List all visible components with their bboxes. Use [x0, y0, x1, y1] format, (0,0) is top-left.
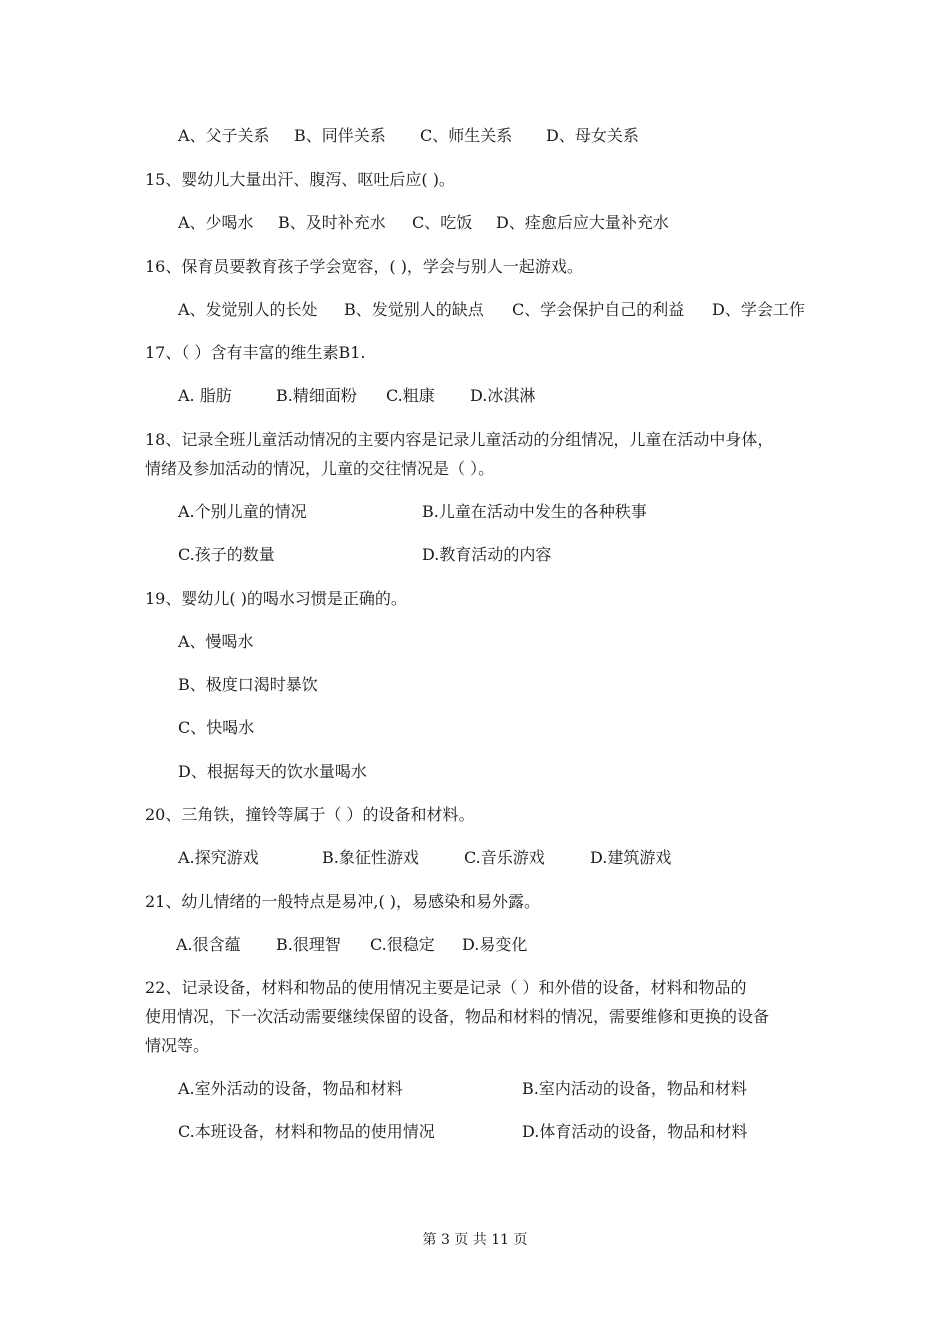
q14-option-c: C、师生关系 [420, 126, 513, 145]
q21-option-b: B.很理智 [276, 935, 341, 954]
q18-option-b: B.儿童在活动中发生的各种秩事 [422, 502, 647, 521]
q21-option-a: A.很含蕴 [176, 935, 241, 954]
q17-option-d: D.冰淇淋 [470, 386, 536, 405]
q16-option-d: D、学会工作 [712, 300, 805, 319]
q20-option-c: C.音乐游戏 [464, 848, 545, 867]
q22-stem-line-2: 使用情况，下一次活动需要继续保留的设备，物品和材料的情况，需要维修和更换的设备 [145, 1007, 770, 1026]
q15-option-d: D、痊愈后应大量补充水 [496, 213, 669, 232]
q16-option-b: B、发觉别人的缺点 [344, 300, 484, 319]
q22-stem-line-1: 22、记录设备，材料和物品的使用情况主要是记录（ ）和外借的设备，材料和物品的 [145, 978, 747, 997]
q17-option-c: C.粗康 [386, 386, 435, 405]
q18-stem-line-1: 18、记录全班儿童活动情况的主要内容是记录儿童活动的分组情况，儿童在活动中身体， [145, 430, 774, 449]
q14-option-d: D、母女关系 [546, 126, 639, 145]
q20-stem: 20、三角铁，撞铃等属于（ ）的设备和材料。 [145, 805, 475, 824]
q20-option-d: D.建筑游戏 [590, 848, 672, 867]
q19-option-c: C、快喝水 [178, 718, 255, 737]
q14-option-b: B、同伴关系 [294, 126, 386, 145]
q21-option-c: C.很稳定 [370, 935, 435, 954]
q18-stem-line-2: 情绪及参加活动的情况，儿童的交往情况是（ ）。 [145, 459, 495, 478]
q15-stem: 15、婴幼儿大量出汗、腹泻、呕吐后应( )。 [145, 170, 455, 189]
q18-option-a: A.个别儿童的情况 [178, 502, 307, 521]
q17-option-b: B.精细面粉 [276, 386, 357, 405]
q22-option-d: D.体育活动的设备，物品和材料 [522, 1122, 748, 1141]
q17-stem: 17、（ ）含有丰富的维生素B1. [145, 343, 366, 362]
q22-stem-line-3: 情况等。 [145, 1036, 210, 1055]
q19-stem: 19、婴幼儿( )的喝水习惯是正确的。 [145, 589, 407, 608]
q16-option-c: C、学会保护自己的利益 [512, 300, 685, 319]
q17-option-a: A. 脂肪 [178, 386, 232, 405]
q19-option-b: B、极度口渴时暴饮 [178, 675, 318, 694]
q20-option-a: A.探究游戏 [178, 848, 259, 867]
q19-option-a: A、慢喝水 [178, 632, 254, 651]
q15-option-a: A、少喝水 [178, 213, 254, 232]
q18-option-c: C.孩子的数量 [178, 545, 275, 564]
q16-stem: 16、保育员要教育孩子学会宽容，( )，学会与别人一起游戏。 [145, 257, 583, 276]
q14-option-a: A、父子关系 [178, 126, 270, 145]
q19-option-d: D、根据每天的饮水量喝水 [178, 762, 367, 781]
page-footer: 第 3 页 共 11 页 [422, 1232, 528, 1248]
q22-option-b: B.室内活动的设备，物品和材料 [522, 1079, 747, 1098]
q15-option-c: C、吃饭 [412, 213, 473, 232]
q21-stem: 21、幼儿情绪的一般特点是易冲,( )，易感染和易外露。 [145, 892, 541, 911]
q18-option-d: D.教育活动的内容 [422, 545, 552, 564]
q20-option-b: B.象征性游戏 [322, 848, 419, 867]
q21-option-d: D.易变化 [462, 935, 528, 954]
q22-option-a: A.室外活动的设备，物品和材料 [178, 1079, 403, 1098]
q22-option-c: C.本班设备，材料和物品的使用情况 [178, 1122, 435, 1141]
q16-option-a: A、发觉别人的长处 [178, 300, 318, 319]
q15-option-b: B、及时补充水 [278, 213, 386, 232]
